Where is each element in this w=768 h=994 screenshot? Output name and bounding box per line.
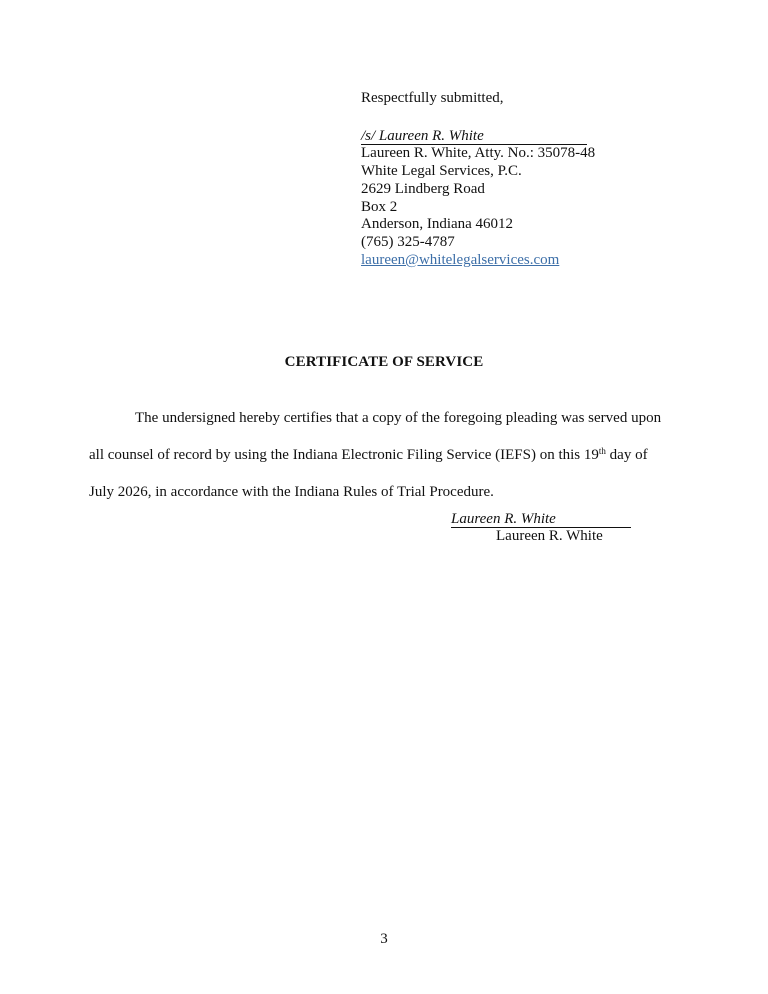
certificate-signer-name: Laureen R. White (496, 528, 603, 544)
signature-line-row (361, 128, 681, 146)
street-address: 2629 Lindberg Road (361, 180, 485, 197)
certificate-line-1: The undersigned hereby certifies that a copy of the foregoing pleading was served upon (135, 410, 662, 426)
certificate-line-2-end: day of (605, 447, 648, 463)
firm-name: White Legal Services, P.C. (361, 163, 522, 180)
city-state-zip: Anderson, Indiana 46012 (361, 216, 514, 233)
certificate-body (89, 400, 679, 511)
box-number: Box 2 (361, 198, 398, 215)
certificate-signature-block (451, 511, 651, 545)
electronic-signature: /s/ Laureen R. White (361, 129, 587, 145)
closing-line: Respectfully submitted, (361, 90, 504, 106)
phone-number: (765) 325-4787 (361, 233, 455, 250)
certificate-heading: CERTIFICATE OF SERVICE (284, 354, 484, 370)
certificate-line-3: July 2026, in accordance with the Indiana Rules of Trial Procedure. (89, 484, 494, 500)
certificate-line-2-text: all counsel of record by using the Indiana Electronic Filing Service (IEFS) on this 19 (89, 447, 599, 463)
signature-block (361, 90, 681, 269)
email-link[interactable]: laureen@whitelegalservices.com (361, 251, 560, 268)
page-number: 3 (380, 931, 388, 947)
ordinal-suffix: th (598, 446, 606, 456)
email-row (361, 252, 681, 270)
certificate-line-2 (89, 437, 679, 474)
certificate-signature: Laureen R. White (451, 512, 631, 528)
certificate-signature-row (451, 511, 651, 528)
attorney-contact-info (361, 145, 681, 269)
attorney-name-number: Laureen R. White, Atty. No.: 35078-48 (361, 145, 596, 162)
